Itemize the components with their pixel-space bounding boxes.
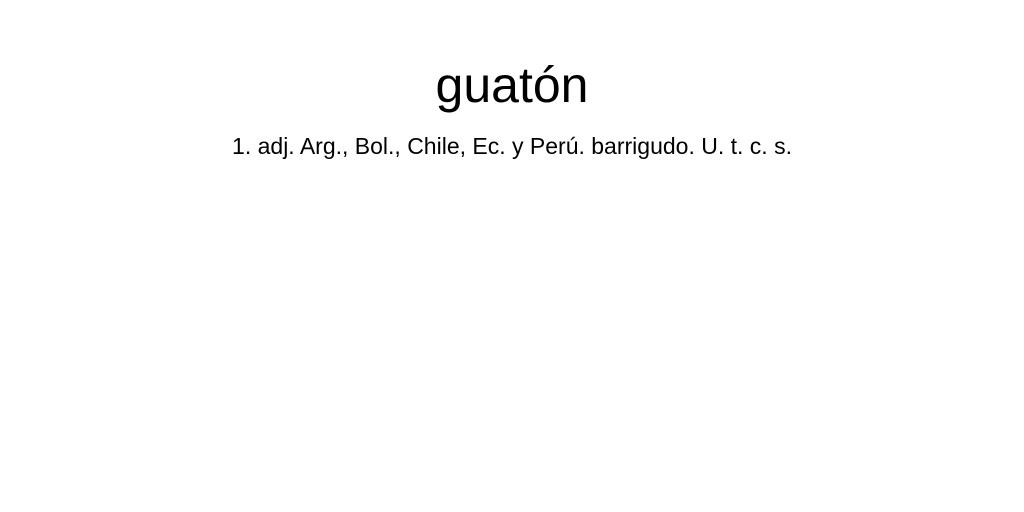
headword: guatón [435, 57, 589, 113]
definition: 1. adj. Arg., Bol., Chile, Ec. y Perú. barrigudo. U. t. c. s. [232, 133, 792, 159]
